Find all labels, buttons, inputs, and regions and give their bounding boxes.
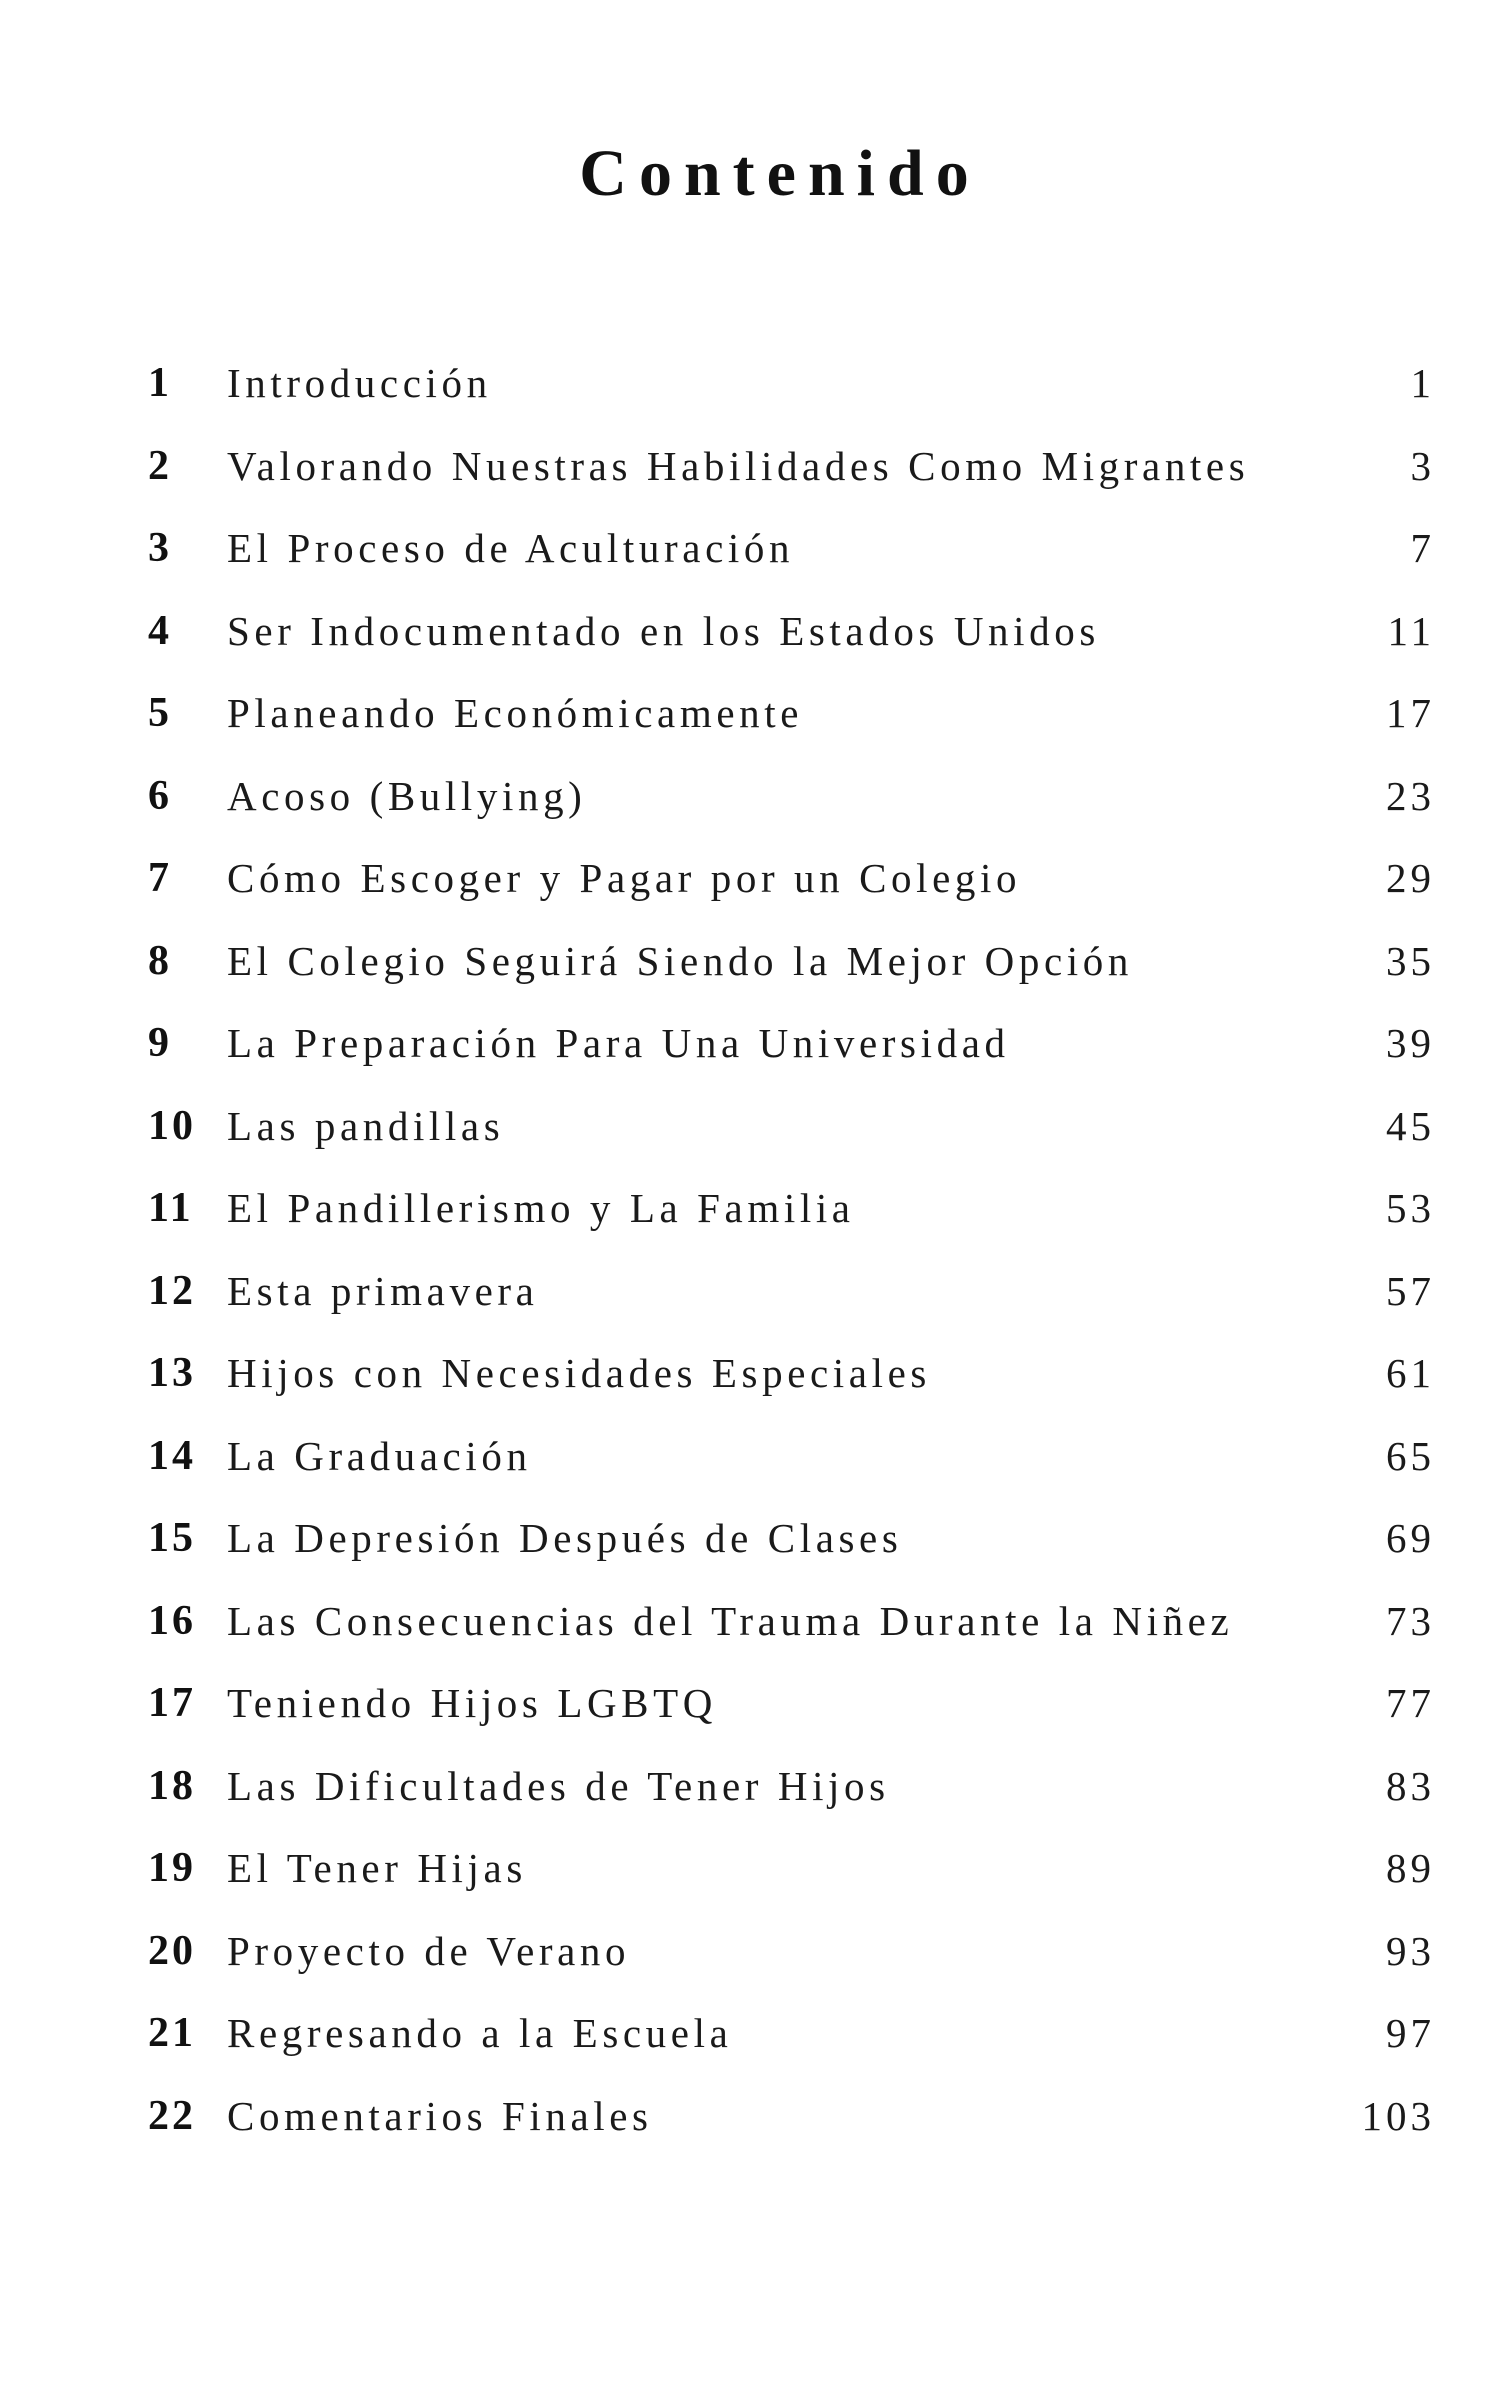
toc-entry [0, 517, 1500, 600]
chapter-number: 18 [148, 1762, 196, 1809]
chapter-title: Planeando Económicamente [227, 690, 804, 736]
chapter-title: Comentarios Finales [227, 2092, 653, 2139]
page-number: 7 [1410, 525, 1435, 571]
chapter-number: 17 [148, 1680, 196, 1726]
page-number: 35 [1386, 937, 1435, 984]
chapter-title: La Graduación [227, 1432, 532, 1479]
page-number: 93 [1386, 1927, 1435, 1974]
chapter-title: El Colegio Seguirá Siendo la Mejor Opción [227, 937, 1133, 984]
chapter-title: Teniendo Hijos LGBTQ [227, 1680, 717, 1726]
page-number: 3 [1410, 442, 1435, 489]
chapter-title: Proyecto de Verano [227, 1927, 631, 1974]
chapter-number: 5 [148, 690, 172, 736]
chapter-number: 22 [148, 2092, 196, 2139]
chapter-title: Las pandillas [227, 1102, 505, 1149]
page-number: 11 [1387, 607, 1435, 654]
chapter-title: Cómo Escoger y Pagar por un Colegio [227, 855, 1022, 901]
chapter-number: 20 [148, 1927, 196, 1974]
toc-entry [0, 435, 1500, 518]
toc-entry [0, 1755, 1500, 1838]
toc-entry [0, 930, 1500, 1013]
toc-entry [0, 1425, 1500, 1508]
table-of-contents [0, 352, 1500, 2167]
chapter-title: Esta primavera [227, 1267, 539, 1314]
page-title: Contenido [579, 137, 981, 210]
chapter-title: Ser Indocumentado en los Estados Unidos [227, 607, 1100, 654]
chapter-number: 14 [148, 1432, 196, 1479]
chapter-title: La Depresión Después de Clases [227, 1515, 903, 1561]
toc-entry [0, 1095, 1500, 1178]
chapter-title: Acoso (Bullying) [227, 772, 587, 819]
toc-entry [0, 1672, 1500, 1755]
chapter-title: La Preparación Para Una Universidad [227, 1020, 1010, 1066]
chapter-number: 11 [148, 1185, 194, 1231]
toc-entry [0, 1177, 1500, 1260]
chapter-number: 12 [148, 1267, 196, 1314]
chapter-title: Las Dificultades de Tener Hijos [227, 1762, 890, 1809]
toc-entry [0, 847, 1500, 930]
chapter-number: 15 [148, 1515, 196, 1561]
chapter-number: 8 [148, 937, 172, 984]
page-number: 73 [1386, 1597, 1435, 1644]
toc-entry [0, 600, 1500, 683]
chapter-title: Valorando Nuestras Habilidades Como Migrantes [227, 442, 1250, 489]
chapter-number: 9 [148, 1020, 172, 1066]
chapter-title: El Proceso de Aculturación [227, 525, 795, 571]
toc-entry [0, 1260, 1500, 1343]
page-number: 103 [1361, 2092, 1435, 2139]
chapter-title: El Tener Hijas [227, 1845, 527, 1891]
toc-entry [0, 1507, 1500, 1590]
page-number: 39 [1386, 1020, 1435, 1066]
page-number: 23 [1386, 772, 1435, 819]
page-number: 53 [1386, 1185, 1435, 1231]
chapter-number: 2 [148, 442, 172, 489]
page-number: 65 [1386, 1432, 1435, 1479]
page-number: 77 [1386, 1680, 1435, 1726]
toc-entry [0, 1012, 1500, 1095]
chapter-number: 6 [148, 772, 172, 819]
chapter-number: 10 [148, 1102, 196, 1149]
page-number: 57 [1386, 1267, 1435, 1314]
toc-entry [0, 2085, 1500, 2168]
chapter-number: 7 [148, 855, 172, 901]
page-number: 61 [1386, 1350, 1435, 1396]
page-number: 45 [1386, 1102, 1435, 1149]
page-number: 89 [1386, 1845, 1435, 1891]
page-number: 29 [1386, 855, 1435, 901]
toc-entry [0, 682, 1500, 765]
page-number: 69 [1386, 1515, 1435, 1561]
chapter-number: 4 [148, 607, 172, 654]
chapter-title: Las Consecuencias del Trauma Durante la Niñez [227, 1597, 1234, 1644]
chapter-number: 21 [148, 2010, 196, 2056]
toc-entry [0, 1590, 1500, 1673]
toc-entry [0, 765, 1500, 848]
chapter-number: 13 [148, 1350, 196, 1396]
chapter-title: El Pandillerismo y La Familia [227, 1185, 855, 1231]
chapter-title: Regresando a la Escuela [227, 2010, 733, 2056]
toc-entry [0, 1920, 1500, 2003]
chapter-number: 1 [148, 360, 172, 406]
page-number: 1 [1410, 360, 1435, 406]
toc-entry [0, 2002, 1500, 2085]
chapter-number: 3 [148, 525, 172, 571]
chapter-title: Introducción [227, 360, 492, 406]
chapter-number: 19 [148, 1845, 196, 1891]
page-number: 97 [1386, 2010, 1435, 2056]
chapter-number: 16 [148, 1597, 196, 1644]
toc-entry [0, 1342, 1500, 1425]
page-number: 17 [1386, 690, 1435, 736]
toc-entry [0, 352, 1500, 435]
toc-entry [0, 1837, 1500, 1920]
chapter-title: Hijos con Necesidades Especiales [227, 1350, 931, 1396]
page-number: 83 [1386, 1762, 1435, 1809]
